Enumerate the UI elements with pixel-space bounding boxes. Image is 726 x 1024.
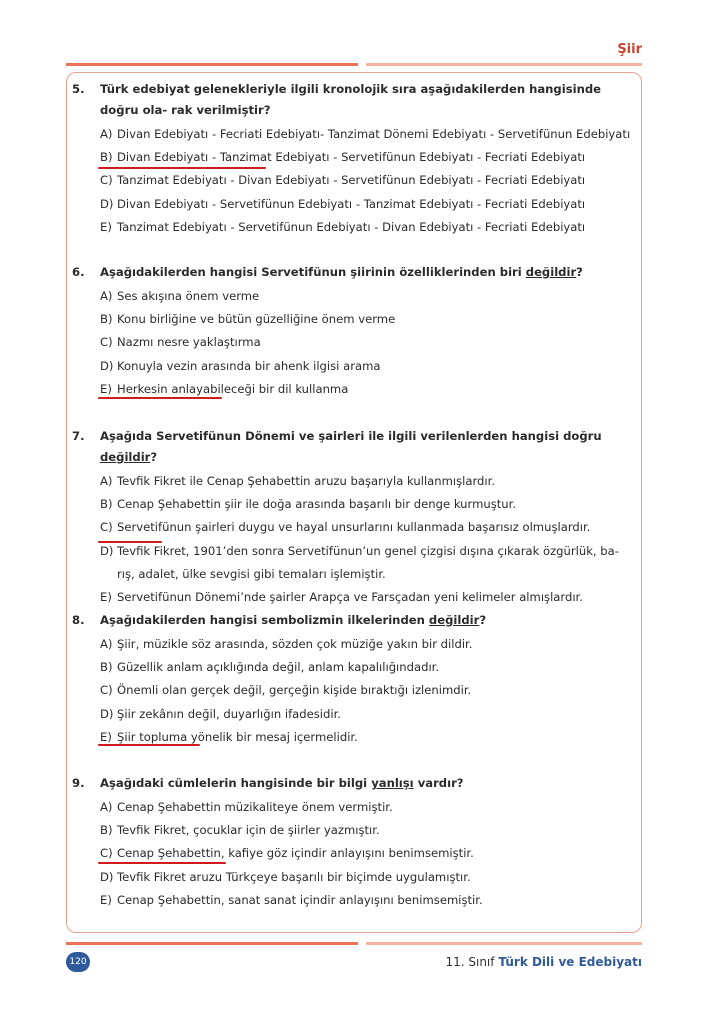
option-a[interactable]: A) Cenap Şehabettin müzikaliteye önem vermiştir. <box>100 800 393 814</box>
option-e[interactable]: E) Şiir topluma yönelik bir mesaj içermelidir. <box>100 729 358 744</box>
option-e[interactable]: E) Herkesin anlayabileceği bir dil kullanma <box>100 381 349 396</box>
option-a[interactable]: A) Divan Edebiyatı - Fecriati Edebiyatı- Tanzimat Dönemi Edebiyatı - Servetifünun Edebiyatı <box>100 127 631 141</box>
question-stem: Aşağıdakilerden hangisi sembolizmin ilkelerinden değildir? <box>100 613 487 627</box>
option-b[interactable]: B) Cenap Şehabettin şiir ile doğa arasında başarılı bir denge kurmuştur. <box>100 497 517 512</box>
option-d[interactable]: D) Divan Edebiyatı - Servetifünun Edebiyatı - Tanzimat Edebiyatı - Fecriati Edebiyatı <box>100 196 586 211</box>
option-b[interactable]: B) Konu birliğine ve bütün güzelliğine önem verme <box>100 312 396 327</box>
option-a[interactable]: A) Ses akışına önem verme <box>100 289 260 303</box>
option-e[interactable]: E) Cenap Şehabettin, sanat sanat içindir anlayışını benimsemiştir. <box>100 892 483 907</box>
question-9 <box>72 773 632 912</box>
question-8 <box>72 610 632 749</box>
book-title: Türk Dili ve Edebiyatı <box>498 955 642 969</box>
question-6 <box>72 262 632 401</box>
header-rule-right <box>366 63 642 66</box>
option-a[interactable]: A) Tevfik Fikret ile Cenap Şehabettin aruzu başarıyla kullanmışlardır. <box>100 474 496 488</box>
option-a[interactable]: A) Şiir, müzikle söz arasında, sözden çok müziğe yakın bir dildir. <box>100 637 473 651</box>
question-stem: Aşağıdaki cümlelerin hangisinde bir bilgi yanlışı vardır? <box>100 776 464 790</box>
question-5 <box>72 79 632 239</box>
question-number: 9. <box>72 776 85 790</box>
answer-mark <box>98 397 222 399</box>
option-b[interactable]: B) Tevfik Fikret, çocuklar için de şiirler yazmıştır. <box>100 823 380 838</box>
option-c[interactable]: C) Önemli olan gerçek değil, gerçeğin kişide bıraktığı izlenimdir. <box>100 683 472 698</box>
question-stem: Aşağıdakilerden hangisi Servetifünun şiirinin özelliklerinden biri değildir? <box>100 265 583 279</box>
option-b[interactable]: B) Güzellik anlam açıklığında değil, anlam kapalılığındadır. <box>100 660 440 675</box>
option-c[interactable]: C) Cenap Şehabettin, kafiye göz içindir anlayışını benimsemiştir. <box>100 846 474 861</box>
option-c[interactable]: C) Tanzimat Edebiyatı - Divan Edebiyatı - Servetifünun Edebiyatı - Fecriati Edebiyatı <box>100 173 586 188</box>
option-e[interactable]: E) Tanzimat Edebiyatı - Servetifünun Edebiyatı - Divan Edebiyatı - Fecriati Edebiyatı <box>100 219 586 234</box>
page-number: 120 <box>66 952 90 972</box>
footer-title <box>445 955 642 969</box>
question-number: 5. <box>72 82 85 96</box>
option-b[interactable]: B) Divan Edebiyatı - Tanzimat Edebiyatı - Servetifünun Edebiyatı - Fecriati Edebiyatı <box>100 150 586 165</box>
option-d[interactable]: D) Konuyla vezin arasında bir ahenk ilgisi arama <box>100 358 381 373</box>
question-7 <box>72 426 632 609</box>
answer-mark <box>98 862 226 864</box>
footer-rule-left <box>66 942 358 945</box>
question-number: 7. <box>72 429 85 443</box>
question-number: 8. <box>72 613 85 627</box>
option-c[interactable]: C) Nazmı nesre yaklaştırma <box>100 335 261 350</box>
answer-mark <box>98 167 266 169</box>
option-d[interactable]: D) Tevfik Fikret, 1901’den sonra Servetifünun’un genel çizgisi dışına çıkarak özgürlük, ba- rış, adalet, ülke sevgisi gibi temaları işlemiştir. <box>100 543 619 581</box>
answer-mark <box>98 744 200 746</box>
footer-rule-right <box>366 942 642 945</box>
question-stem: Türk edebiyat gelenekleriyle ilgili kronolojik sıra aşağıdakilerden hangisinde doğru ola- rak verilmiştir? <box>100 82 601 117</box>
option-e[interactable]: E) Servetifünun Dönemi’nde şairler Arapça ve Farsçadan yeni kelimeler almışlardır. <box>100 590 583 605</box>
question-number: 6. <box>72 265 85 279</box>
option-d[interactable]: D) Şiir zekânın değil, duyarlığın ifadesidir. <box>100 706 341 721</box>
header-rule-left <box>66 63 358 66</box>
section-title: Şiir <box>617 42 642 57</box>
answer-mark <box>98 541 162 543</box>
option-d[interactable]: D) Tevfik Fikret aruzu Türkçeye başarılı bir biçimde uygulamıştır. <box>100 869 471 884</box>
question-stem: Aşağıda Servetifünun Dönemi ve şairleri ile ilgili verilenlerden hangisi doğru değildir? <box>100 429 602 464</box>
option-c[interactable]: C) Servetifünun şairleri duygu ve hayal unsurlarını kullanmada başarısız olmuşlardır. <box>100 520 591 535</box>
grade-label: 11. Sınıf <box>445 955 495 969</box>
